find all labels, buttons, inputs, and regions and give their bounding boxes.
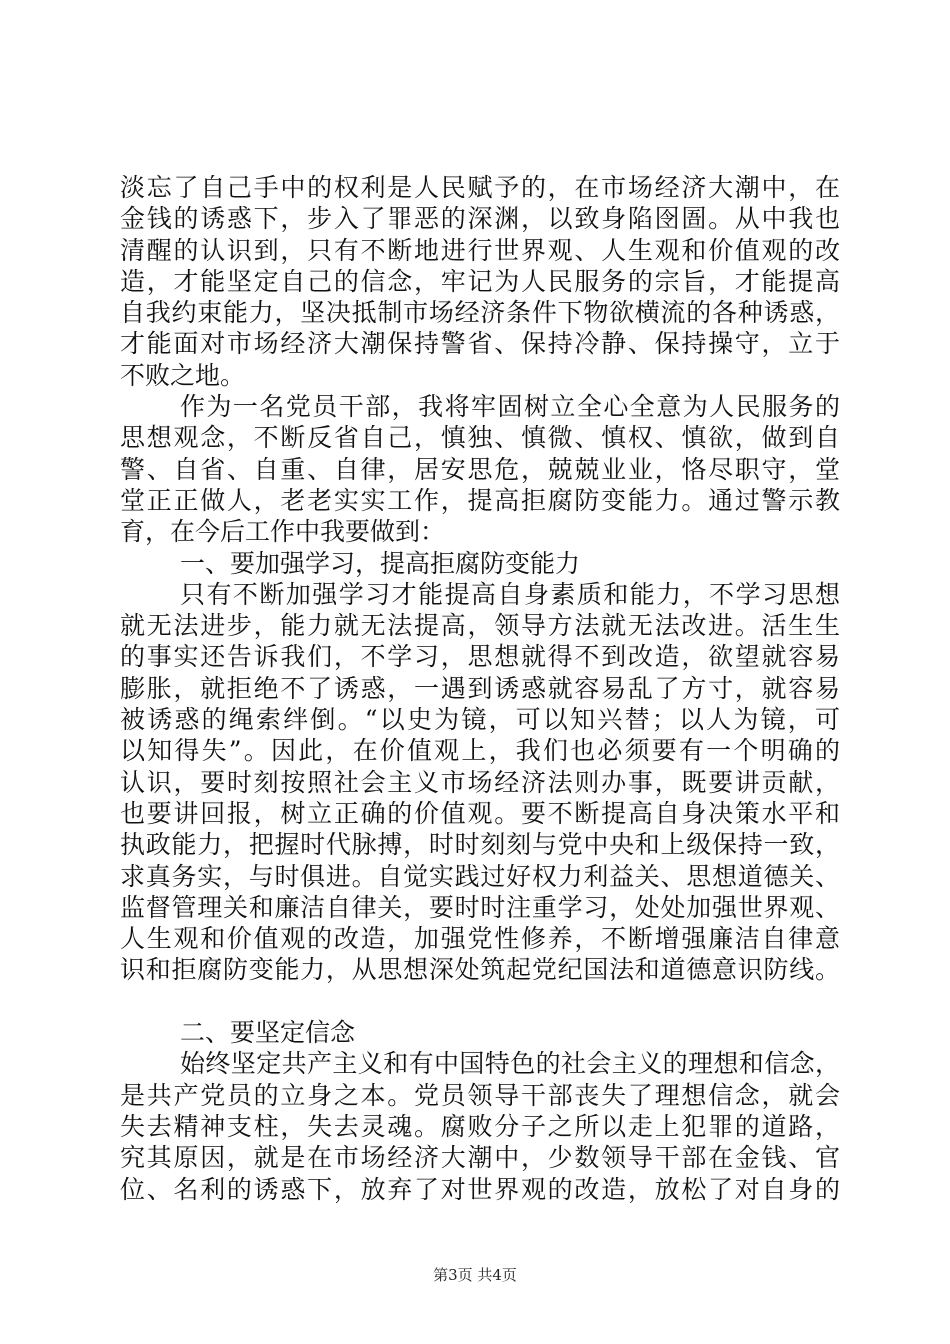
text-line: 位、名利的诱惑下，放弃了对世界观的改造，放松了对自身的: [120, 1174, 840, 1204]
text-line: 堂正正做人，老老实实工作，提高拒腐防变能力。通过警示教: [120, 485, 840, 515]
section-heading-2: 二、要坚定信念: [180, 1018, 356, 1048]
text-line: 人生观和价值观的改造，加强党性修养，不断增强廉洁自律意: [120, 924, 840, 954]
text-line: 警、自省、自重、自律，居安思危，兢兢业业，恪尽职守，堂: [120, 454, 840, 484]
text-line: 就无法进步，能力就无法提高，领导方法就无法改进。活生生: [120, 611, 840, 641]
text-line: 是共产党员的立身之本。党员领导干部丧失了理想信念，就会: [120, 1080, 840, 1110]
text-line: 造，才能坚定自己的信念，牢记为人民服务的宗旨，才能提高: [120, 266, 840, 296]
text-line: 失去精神支柱，失去灵魂。腐败分子之所以走上犯罪的道路，: [120, 1111, 840, 1141]
text-line: 执政能力，把握时代脉搏，时时刻刻与党中央和上级保持一致，: [120, 830, 840, 860]
paragraph-first-line: 作为一名党员干部，我将牢固树立全心全意为人民服务的: [180, 392, 840, 422]
text-line: 以知得失”。因此，在价值观上，我们也必须要有一个明确的: [120, 736, 840, 766]
paragraph-first-line: 始终坚定共产主义和有中国特色的社会主义的理想和信念，: [180, 1049, 840, 1079]
text-line: 育，在今后工作中我要做到：: [120, 517, 446, 547]
page-number-footer: 第3页 共4页: [433, 1266, 517, 1284]
text-line: 认识，要时刻按照社会主义市场经济法则办事，既要讲贡献，: [120, 767, 840, 797]
text-line: 不败之地。: [120, 360, 246, 390]
text-line: 监督管理关和廉洁自律关，要时时注重学习，处处加强世界观、: [120, 892, 840, 922]
text-line: 淡忘了自己手中的权利是人民赋予的，在市场经济大潮中，在: [120, 173, 840, 202]
text-line: 识和拒腐防变能力，从思想深处筑起党纪国法和道德意识防线。: [120, 955, 840, 985]
paragraph-first-line: 只有不断加强学习才能提高自身素质和能力，不学习思想: [180, 579, 840, 609]
document-body: [120, 172, 840, 1205]
text-line: 究其原因，就是在市场经济大潮中，少数领导干部在金钱、官: [120, 1143, 840, 1173]
text-line: 才能面对市场经济大潮保持警省、保持冷静、保持操守，立于: [120, 329, 840, 359]
text-line: 也要讲回报，树立正确的价值观。要不断提高自身决策水平和: [120, 798, 840, 828]
blank-line: [120, 986, 840, 1017]
text-line: 金钱的诱惑下，步入了罪恶的深渊，以致身陷囹圄。从中我也: [120, 204, 840, 234]
text-line: 的事实还告诉我们，不学习，思想就得不到改造，欲望就容易: [120, 642, 840, 672]
text-line: 思想观念，不断反省自己，慎独、慎微、慎权、慎欲，做到自: [120, 423, 840, 453]
text-line: 清醒的认识到，只有不断地进行世界观、人生观和价值观的改: [120, 235, 840, 265]
text-line: 自我约束能力，坚决抵制市场经济条件下物欲横流的各种诱惑，: [120, 298, 840, 328]
text-line: 膨胀，就拒绝不了诱惑，一遇到诱惑就容易乱了方寸，就容易: [120, 673, 840, 703]
text-line: 求真务实，与时俱进。自觉实践过好权力利益关、思想道德关、: [120, 861, 840, 891]
section-heading-1: 一、要加强学习，提高拒腐防变能力: [180, 548, 581, 578]
text-line: 被诱惑的绳索绊倒。“以史为镜，可以知兴替；以人为镜，可: [120, 705, 840, 735]
